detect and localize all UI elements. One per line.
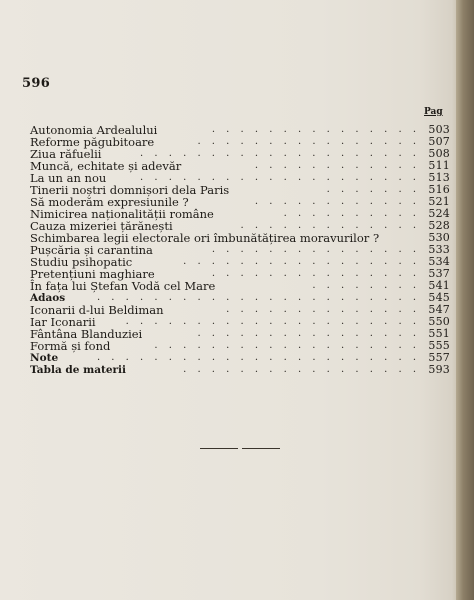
toc-leader-dots: . . . . . . . . . . . . . . . . . <box>183 256 420 267</box>
toc-entry <box>30 352 450 364</box>
toc-entry-title: Adaos <box>30 292 66 304</box>
toc-leader-dots: . . . . . . . . . . . . . . . . . . . . <box>140 172 420 183</box>
toc-entry-page: 534 <box>428 255 450 268</box>
toc-entry-title: Studiu psihopatic <box>30 255 133 269</box>
toc-entry-page: 593 <box>428 363 450 376</box>
toc-leader-dots: . . . . . . . . . . <box>283 208 420 219</box>
toc-leader-dots: . . . . . . . . . . . . . . . . <box>197 328 420 339</box>
toc-leader-dots: . . . . . . . <box>326 184 420 195</box>
toc-entry <box>30 340 450 352</box>
toc-entry-page: 507 <box>428 135 450 148</box>
toc-entry-page: 551 <box>428 327 450 340</box>
toc-leader-dots: . . . . . . . . . . . . <box>254 160 420 171</box>
toc-entry-page: 503 <box>428 123 450 136</box>
toc-entry-page: 513 <box>428 171 450 184</box>
toc-leader-dots: . . . . . . . . . . . . . . . . . . . <box>154 340 420 351</box>
toc-entry-page: 528 <box>428 219 450 232</box>
toc-leader-dots: . . . . . . . . . . . . . . . <box>211 244 420 255</box>
toc-entry-title: Cauza mizeriei țărănești <box>30 219 173 233</box>
toc-entry-page: 555 <box>428 339 450 352</box>
toc-entry-title: Formă și fond <box>30 339 111 353</box>
toc-entry-title: Să moderăm expresiunile ? <box>30 195 189 209</box>
toc-entry-title: Nimicirea naționalității române <box>30 207 214 221</box>
toc-entry-page: 524 <box>428 207 450 220</box>
toc-entry-page: 537 <box>428 267 450 280</box>
toc-entry-title: În fața lui Ștefan Vodă cel Mare <box>30 279 216 293</box>
toc-entry-title: Note <box>30 352 59 364</box>
toc-leader-dots: . . . . . . . . . . . . . . . . . <box>183 364 420 375</box>
toc-leader-dots: . . . . . . . . . . . . . . . <box>211 268 420 279</box>
toc-entry-title: Iconarii d-lui Beldiman <box>30 303 164 317</box>
toc-leader-dots: . . . . . . . . . . . . . . . <box>211 124 420 135</box>
toc-leader-dots: . . . . . . . . . . . . . . <box>226 304 420 315</box>
toc-leader-dots: . . . . . . . . . . . . . . . . . . . . . . . <box>96 352 420 363</box>
toc-leader-dots: . . . . . . . . . . . . . <box>240 220 420 231</box>
toc-entry <box>30 364 450 376</box>
page-column-header: Pag <box>424 107 443 117</box>
page-number: 596 <box>22 76 51 91</box>
toc-entry-page: 533 <box>428 243 450 256</box>
toc-entry-title: Pretențiuni maghiare <box>30 267 155 281</box>
toc-entry-title: Pușcăria și carantina <box>30 243 153 257</box>
toc-entry-title: Reforme păgubitoare <box>30 135 155 149</box>
toc-leader-dots: . . . . . . . . . . . . <box>254 196 420 207</box>
toc-leader-dots: . . . . . . . . . . . . . . . . <box>197 136 420 147</box>
toc-entry-title: La un an nou <box>30 171 107 185</box>
toc-entry <box>30 280 450 292</box>
toc-entry-title: Autonomia Ardealului <box>30 123 158 137</box>
toc-entry-page: 545 <box>428 291 450 304</box>
section-divider <box>200 448 280 450</box>
toc-entry-page: 516 <box>428 183 450 196</box>
book-spine-edge <box>456 0 474 600</box>
toc-leader-dots: . . . . . . . . . . . . . . . . . . . . . <box>125 316 420 327</box>
toc-entry-page: 511 <box>428 159 450 172</box>
toc-leader-dots: . . . . . . . . <box>312 280 420 291</box>
toc-leader-dots: . . . . . . . . . . . . . . . . . . . . <box>140 148 420 159</box>
toc-entry-page: 508 <box>428 147 450 160</box>
toc-entry-title: Fântâna Blanduziei <box>30 327 143 341</box>
toc-entry-title: Schimbarea legii electorale ori îmbunătățirea moravurilor ? <box>30 231 380 245</box>
toc-entry-page: 521 <box>428 195 450 208</box>
toc-entry-title: Ziua răfuelii <box>30 147 102 161</box>
toc-leader-dots: . . . . . . . . . . . . . . . . . . . . . . . <box>96 292 420 303</box>
toc-entry-title: Tabla de materii <box>30 364 127 376</box>
toc-entry-page: 547 <box>428 303 450 316</box>
toc-entry-page: 557 <box>428 351 450 364</box>
toc-entry-title: Tinerii noștri domnișori dela Paris <box>30 183 230 197</box>
toc-entry-page: 530 <box>428 231 450 244</box>
table-of-contents <box>30 124 450 376</box>
toc-entry-page: 541 <box>428 279 450 292</box>
toc-entry-title: Iar Iconarii <box>30 315 96 329</box>
toc-entry-title: Muncă, echitate și adevăr <box>30 159 182 173</box>
toc-entry-page: 550 <box>428 315 450 328</box>
